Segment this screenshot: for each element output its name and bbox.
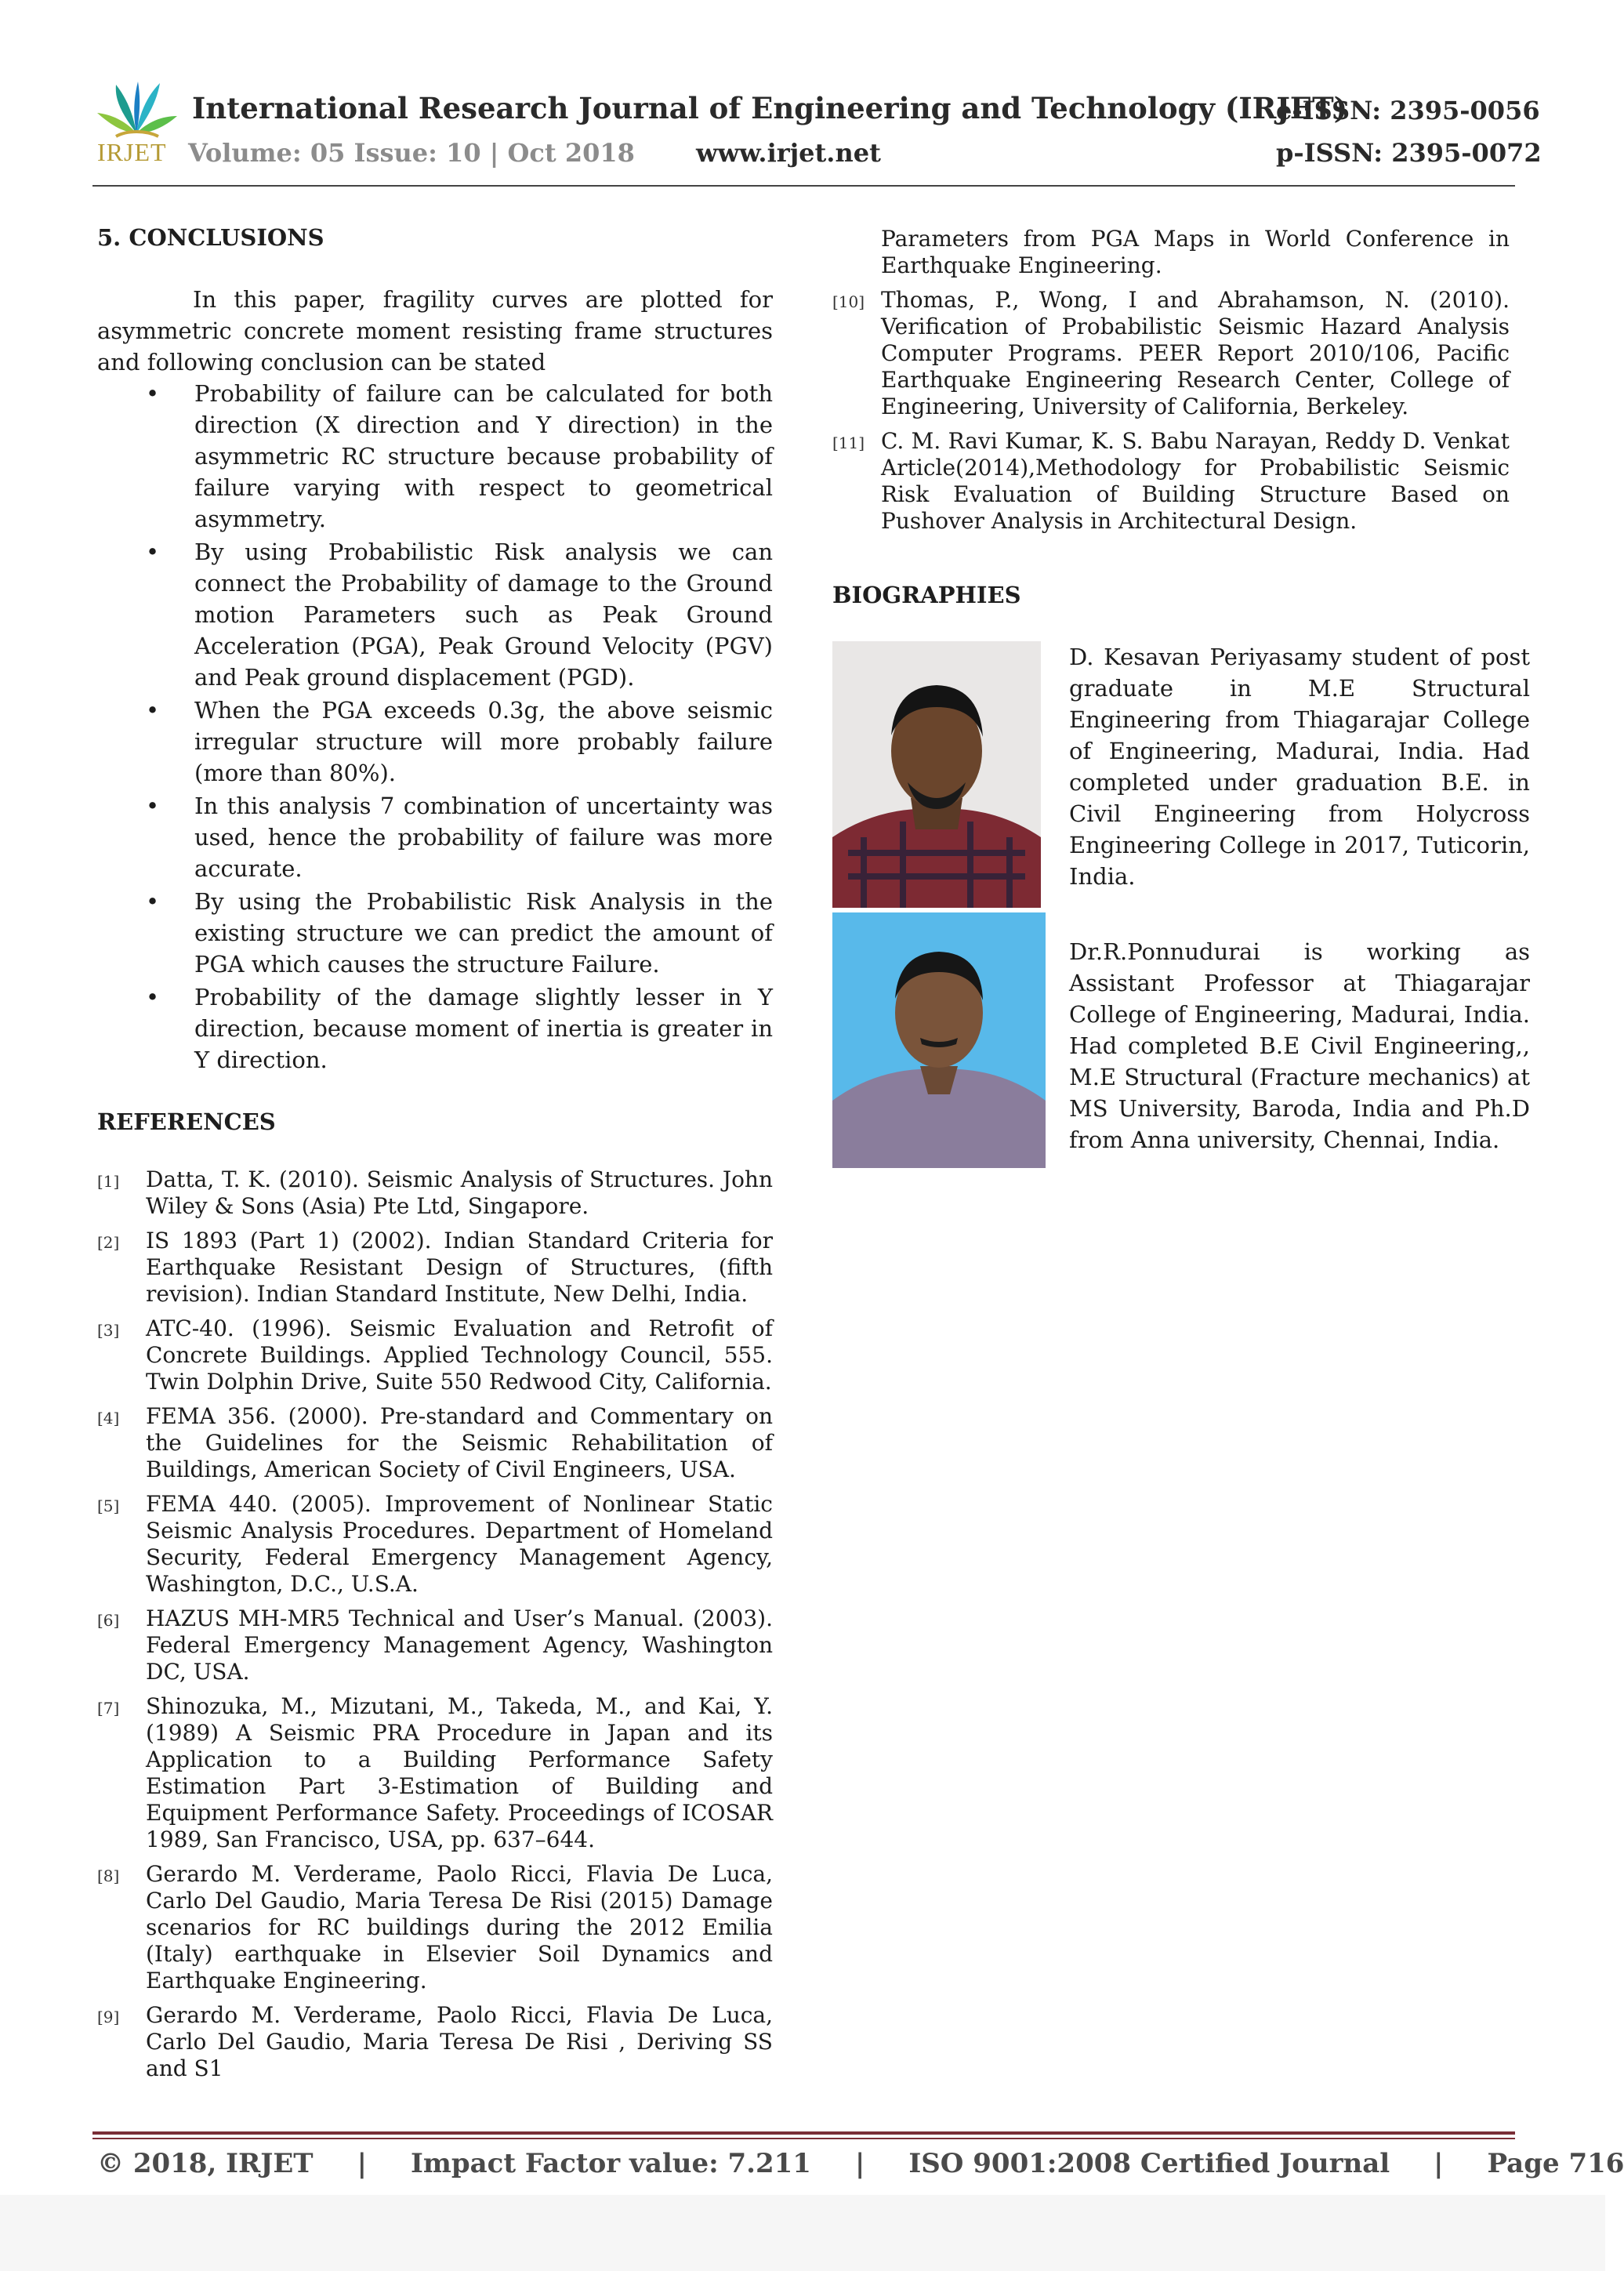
reference-item: [9] Gerardo M. Verderame, Paolo Ricci, Flavia De Luca, Carlo Del Gaudio, Maria Teresa De Risi , Deriving SS and S1 xyxy=(97,2002,773,2081)
footer-iso: ISO 9001:2008 Certified Journal xyxy=(908,2148,1390,2179)
reference-item: [5] FEMA 440. (2005). Improvement of Nonlinear Static Seismic Analysis Procedures. Department of Homeland Security, Federal Emergency Management Agency, Washington, D.C., U.S.A. xyxy=(97,1491,773,1597)
list-item: • By using the Probabilistic Risk Analysis in the existing structure we can predict the amount of PGA which causes the structure Failure. xyxy=(97,886,773,980)
bullet-icon: • xyxy=(146,697,160,724)
logo-wordmark: IRJET xyxy=(97,138,167,166)
reference-item: [10] Thomas, P., Wong, I and Abrahamson, N. (2010). Verification of Probabilistic Seismic Hazard Analysis Computer Programs. PEER Report 2010/106, Pacific Earthquake Engineering Research Center, College of Engineering, University of California, Berkeley. xyxy=(832,287,1510,419)
footer-divider-thin xyxy=(92,2138,1515,2139)
list-item: • Probability of the damage slightly lesser in Y direction, because moment of inertia is greater in Y direction. xyxy=(97,981,773,1076)
biographies-heading: BIOGRAPHIES xyxy=(832,582,1021,608)
bullet-icon: • xyxy=(146,984,160,1010)
footer-separator: | xyxy=(1434,2148,1444,2179)
bullet-icon: • xyxy=(146,793,160,819)
p-issn: p-ISSN: 2395-0072 xyxy=(1276,138,1542,168)
author-photo-1 xyxy=(832,641,1041,908)
bullet-icon: • xyxy=(146,380,160,407)
reference-item: [2] IS 1893 (Part 1) (2002). Indian Standard Criteria for Earthquake Resistant Design of Structures, (fifth revision). Indian Standard Institute, New Delhi, India. xyxy=(97,1228,773,1307)
list-item: • When the PGA exceeds 0.3g, the above seismic irregular structure will more probably failure (more than 80%). xyxy=(97,695,773,789)
footer-separator: | xyxy=(357,2148,367,2179)
bullet-icon: • xyxy=(146,539,160,565)
e-issn: e-ISSN: 2395-0056 xyxy=(1276,96,1540,125)
left-column xyxy=(97,224,773,2090)
website-link[interactable]: www.irjet.net xyxy=(696,138,881,168)
reference-item: [8] Gerardo M. Verderame, Paolo Ricci, Flavia De Luca, Carlo Del Gaudio, Maria Teresa De Risi (2015) Damage scenarios for RC buildings during the 2012 Emilia (Italy) earthquake in Elsevier Soil Dynamics and Earthquake Engineering. xyxy=(97,1861,773,1993)
references-heading: REFERENCES xyxy=(97,1108,276,1135)
footer xyxy=(97,2148,1624,2179)
footer-copyright: © 2018, IRJET xyxy=(97,2148,314,2179)
conclusions-intro: In this paper, fragility curves are plotted for asymmetric concrete moment resisting frame structures and following conclusion can be stated xyxy=(97,286,773,375)
biography-1 xyxy=(832,641,1530,905)
conclusions-list xyxy=(97,378,773,1076)
header-divider xyxy=(92,185,1515,187)
bullet-icon: • xyxy=(146,888,160,915)
conclusions-heading: 5. CONCLUSIONS xyxy=(97,224,324,251)
footer-band xyxy=(0,2195,1605,2271)
reference-item: [11] C. M. Ravi Kumar, K. S. Babu Narayan, Reddy D. Venkat Article(2014),Methodology for Probabilistic Seismic Risk Evaluation of Building Structure Based on Pushover Analysis in Architectural Design. xyxy=(832,428,1510,534)
reference-item: [3] ATC-40. (1996). Seismic Evaluation and Retrofit of Concrete Buildings. Applied Technology Council, 555. Twin Dolphin Drive, Suite 550 Redwood City, California. xyxy=(97,1315,773,1395)
biography-2 xyxy=(832,912,1530,1176)
reference-item-continued: Parameters from PGA Maps in World Conference in Earthquake Engineering. xyxy=(881,226,1510,278)
reference-item: [7] Shinozuka, M., Mizutani, M., Takeda, M., and Kai, Y. (1989) A Seismic PRA Procedure in Japan and its Application to a Building Performance Safety Estimation Part 3-Estimation of Building and Equipment Performance Safety. Proceedings of ICOSAR 1989, San Francisco, USA, pp. 637–644. xyxy=(97,1693,773,1852)
reference-item: [6] HAZUS MH-MR5 Technical and User’s Manual. (2003). Federal Emergency Management Agency, Washington DC, USA. xyxy=(97,1605,773,1685)
biography-1-text: D. Kesavan Periyasamy student of post graduate in M.E Structural Engineering from Thiagarajar College of Engineering, Madurai, India. Had completed under graduation B.E. in Civil Engineering from Holycross Engineering College in 2017, Tuticorin, India. xyxy=(1069,644,1530,890)
author-photo-2 xyxy=(832,912,1046,1168)
list-item: • By using Probabilistic Risk analysis we can connect the Probability of damage to the Ground motion Parameters such as Peak Ground Acceleration (PGA), Peak Ground Velocity (PGV) and Peak ground displacement (PGD). xyxy=(97,536,773,693)
footer-page-number: Page 716 xyxy=(1487,2148,1624,2179)
reference-item: [4] FEMA 356. (2000). Pre-standard and Commentary on the Guidelines for the Seismic Rehabilitation of Buildings, American Society of Civil Engineers, USA. xyxy=(97,1403,773,1482)
list-item: • Probability of failure can be calculated for both direction (X direction and Y direction) in the asymmetric RC structure because probability of failure varying with respect to geometrical asymmetry. xyxy=(97,378,773,535)
footer-divider xyxy=(92,2131,1515,2135)
reference-item: [1] Datta, T. K. (2010). Seismic Analysis of Structures. John Wiley & Sons (Asia) Pte Ltd, Singapore. xyxy=(97,1166,773,1219)
journal-title: International Research Journal of Engineering and Technology (IRJET) xyxy=(192,91,1348,125)
biography-2-text: Dr.R.Ponnudurai is working as Assistant Professor at Thiagarajar College of Engineering, Madurai, India. Had completed B.E Civil Engineering,, M.E Structural (Fracture mechanics) at MS University, Baroda, India and Ph.D from Anna university, Chennai, India. xyxy=(1069,938,1530,1153)
list-item: • In this analysis 7 combination of uncertainty was used, hence the probability of failure was more accurate. xyxy=(97,790,773,884)
volume-issue: Volume: 05 Issue: 10 | Oct 2018 xyxy=(188,138,635,168)
right-column xyxy=(832,226,1530,1176)
footer-impact-factor: Impact Factor value: 7.211 xyxy=(410,2148,811,2179)
footer-separator: | xyxy=(854,2148,865,2179)
